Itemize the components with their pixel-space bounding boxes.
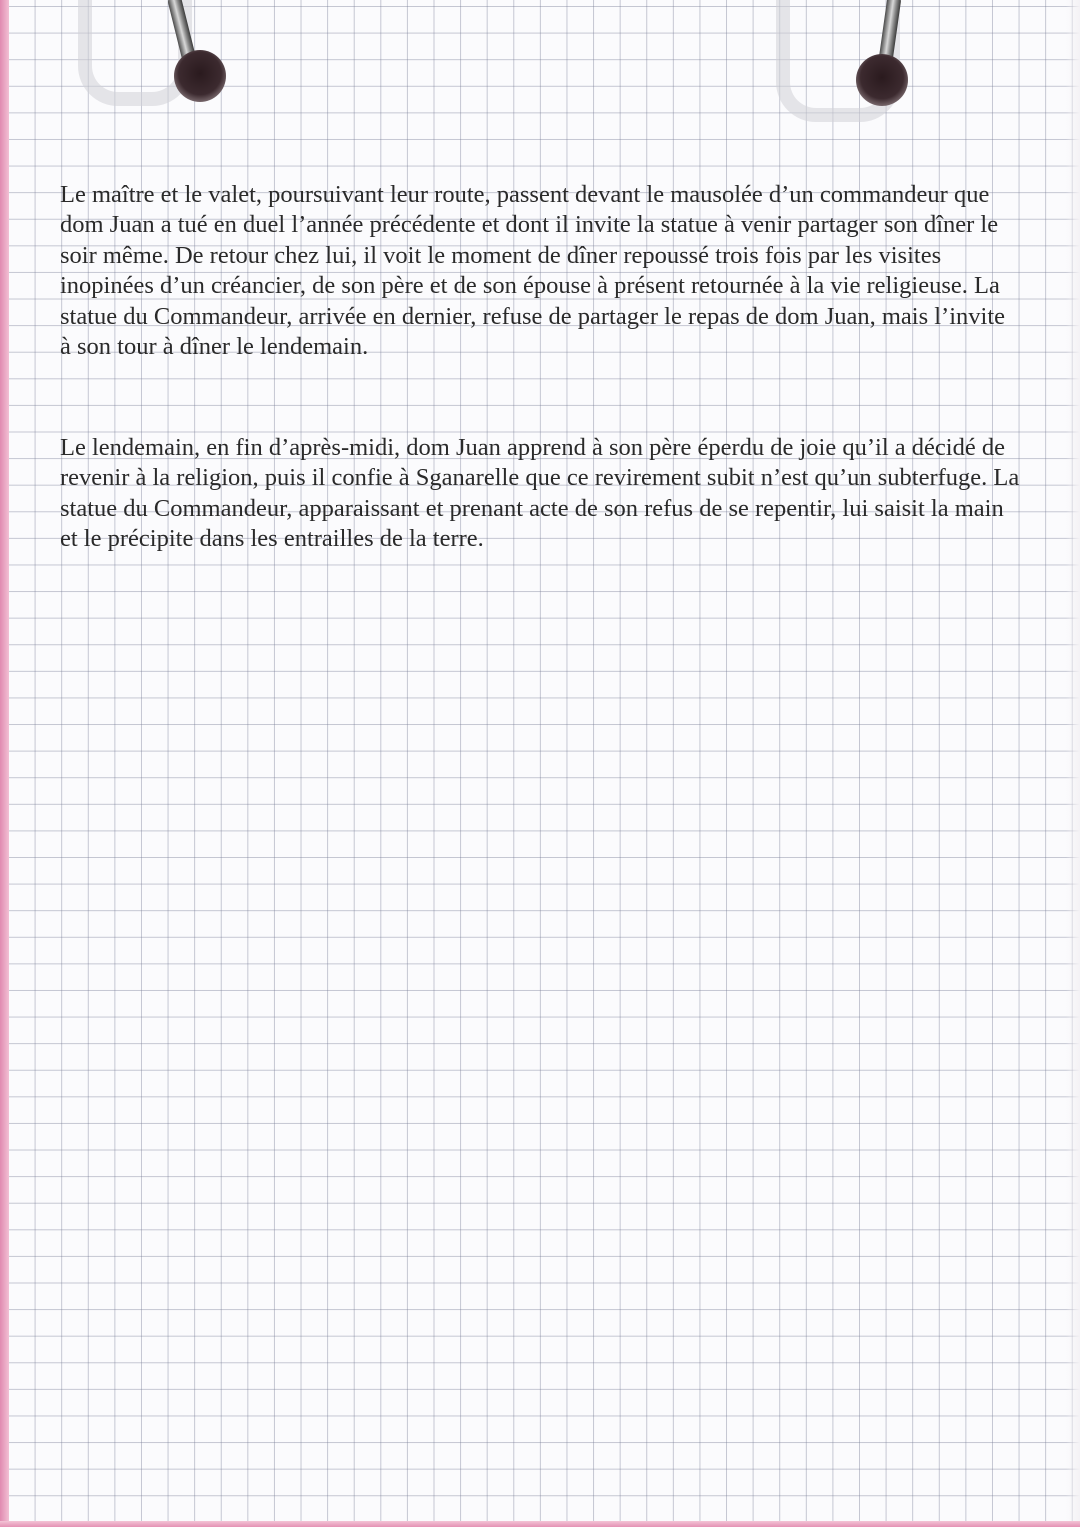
pink-bottom-edge bbox=[0, 1521, 1080, 1527]
paragraph-2: Le lendemain, en fin d’après-midi, dom Juan apprend à son père éperdu de joie qu’il a décidé de revenir à la religion, puis il confie à Sganarelle que ce revirement subit n’est qu’un subterfuge. La statue du Commandeur, apparaissant et prenant acte de son refus de se repentir, lui saisit la main et le précipite dans les entrailles de la terre. bbox=[60, 434, 1020, 553]
right-ring-hole bbox=[856, 54, 908, 106]
left-ring-hole bbox=[174, 50, 226, 102]
right-edge-shade bbox=[1066, 0, 1080, 1527]
pink-left-edge bbox=[0, 0, 9, 1527]
paragraph-1: Le maître et le valet, poursuivant leur route, passent devant le mausolée d’un commandeur que dom Juan a tué en duel l’année précédente et dont il invite la statue à venir partager son dîner le soir même. De retour chez lui, il voit le moment de dîner repoussé trois fois par les visites inopinées d’un créancier, de son père et de son épouse à présent retournée à la vie religieuse. La statue du Commandeur, arrivée en dernier, refuse de partager le repas de dom Juan, mais l’invite à son tour à dîner le lendemain. bbox=[60, 181, 1006, 361]
